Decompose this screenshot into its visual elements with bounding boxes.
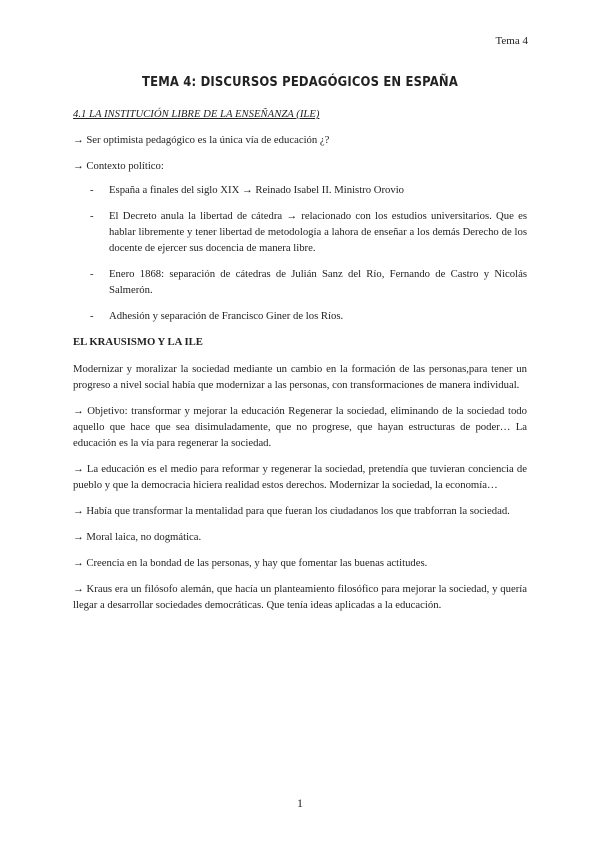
paragraph: → Kraus era un filósofo alemán, que hacía un planteamiento filosófico para mejorar la sociedad, y quería llegar a desarrollar sociedades democráticas. Que tenía ideas aplicadas a la educación. [73,583,527,611]
list-item-text: Adhesión y separación de Francisco Giner de los Ríos. [109,310,344,322]
page-number: 1 [297,796,303,810]
document-body [73,106,527,623]
paragraph: → Había que transformar la mentalidad para que fueran los ciudadanos los que trabforran la sociedad. [73,505,510,517]
list-item [73,182,527,198]
question-line: → Ser optimista pedagógico es la única vía de educación ¿? [73,134,330,146]
list-item [73,208,527,256]
paragraph: Modernizar y moralizar la sociedad mediante un cambio en la formación de las personas,para tener un progreso a nivel social había que modernizar a las personas, con transformaciones de manera individual. [73,363,527,391]
dash-bullet: - [90,184,94,196]
dash-bullet: - [90,210,94,222]
page-title: TEMA 4: DISCURSOS PEDAGÓGICOS EN ESPAÑA [142,74,458,90]
section-heading-link[interactable]: 4.1 LA INSTITUCIÓN LIBRE DE LA ENSEÑANZA (ILE) [73,108,320,120]
paragraph: → La educación es el medio para reformar y regenerar la sociedad, pretendía que tuvieran conciencia de pueblo y que la democracia hiciera realidad estos derechos. Modernizar la sociedad, la economía… [73,463,527,491]
list-item [73,266,527,298]
header-label: Tema 4 [495,35,528,47]
krausismo-heading: EL KRAUSISMO Y LA ILE [73,336,203,348]
dash-bullet: - [90,310,94,322]
paragraph: → Moral laica, no dogmática. [73,531,202,543]
list-item-text: Enero 1868: separación de cátedras de Julián Sanz del Río, Fernando de Castro y Nicolás Salmerón. [109,268,527,296]
list-item [73,308,527,324]
context-label: → Contexto político: [73,160,164,172]
paragraph: → Objetivo: transformar y mejorar la educación Regenerar la sociedad, eliminando de la sociedad todo aquello que hace que sea disimuladamente, que no progrese, que hayan estructuras de poder… La educación es la vía para regenerar la sociedad. [73,405,527,449]
dash-bullet: - [90,268,94,280]
list-item-text: El Decreto anula la libertad de cátedra → relacionado con los estudios universitarios. Que es hablar libremente y tener libertad de metodología a lahora de enseñar a los demás Derecho de los docente de ejercer sus docencia de manera libre. [109,210,527,254]
list-item-text: España a finales del siglo XIX → Reinado Isabel II. Ministro Orovio [109,184,405,196]
context-list [73,182,527,324]
paragraph: → Creencia en la bondad de las personas, y hay que fomentar las buenas actitudes. [73,557,428,569]
